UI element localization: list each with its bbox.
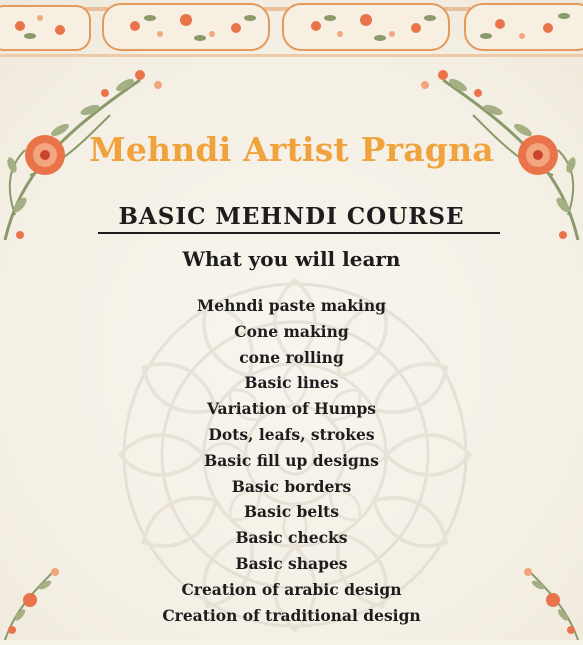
topic-item: Dots, leafs, strokes [208, 424, 375, 444]
topic-item: Basic borders [231, 476, 352, 496]
topic-item: Creation of traditional design [162, 605, 421, 625]
section-subtitle: What you will learn [182, 247, 401, 271]
topic-item: Cone making [234, 321, 349, 341]
course-title: BASIC MEHNDI COURSE [118, 203, 465, 230]
topic-item: Mehndi paste making [197, 296, 386, 315]
topic-item: Basic lines [244, 373, 339, 393]
topic-item: Variation of Humps [206, 399, 377, 419]
topic-list [0, 293, 583, 628]
topic-item: Creation of arabic design [181, 579, 402, 599]
topic-item: Basic fill up designs [204, 450, 379, 470]
brand-title: Mehndi Artist Pragna [89, 130, 494, 169]
topic-item: Basic belts [243, 502, 340, 522]
topic-item: Basic shapes [235, 553, 348, 573]
topic-item: cone rolling [239, 347, 344, 367]
topic-item: Basic checks [235, 528, 348, 548]
floral-top-border [0, 0, 583, 62]
course-title-underline [98, 232, 500, 234]
